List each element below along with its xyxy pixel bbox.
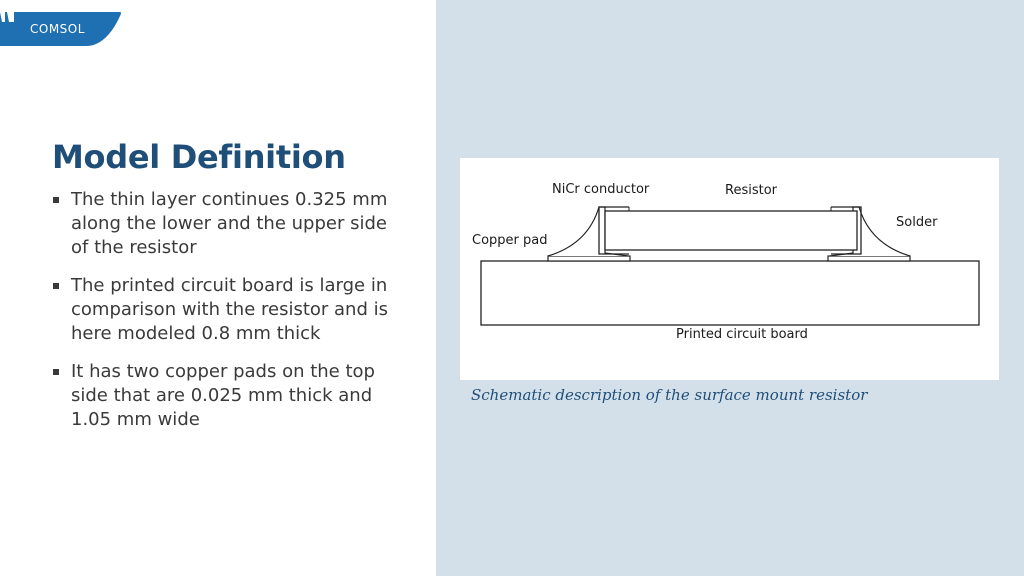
schematic-figure (460, 158, 999, 380)
comsol-logo (0, 12, 122, 46)
square-bullet-icon (53, 197, 59, 203)
label-resistor: Resistor (725, 183, 777, 198)
label-nicr-conductor: NiCr conductor (552, 182, 650, 197)
bullet-item (52, 274, 392, 346)
bullet-item (52, 360, 392, 432)
square-bullet-icon (53, 369, 59, 375)
label-copper-pad: Copper pad (472, 233, 548, 248)
slide-title: Model Definition (52, 138, 346, 176)
comsol-mark-icon (0, 12, 14, 22)
bullet-text: The printed circuit board is large in comparison with the resistor and is here modeled 0.8 mm thick (71, 275, 388, 344)
pcb-shape (481, 261, 979, 325)
bullet-text: The thin layer continues 0.325 mm along the lower and the upper side of the resistor (71, 189, 388, 258)
label-solder: Solder (896, 215, 938, 230)
comsol-wordmark: COMSOL (30, 22, 85, 36)
label-pcb: Printed circuit board (676, 327, 808, 342)
figure-caption: Schematic description of the surface mount resistor (471, 386, 868, 404)
copper-pad-left-shape (548, 256, 630, 261)
bullet-list (52, 188, 392, 446)
resistor-body-shape (605, 211, 857, 250)
square-bullet-icon (53, 283, 59, 289)
copper-pad-right-shape (828, 256, 910, 261)
bullet-item (52, 188, 392, 260)
left-panel (0, 0, 436, 576)
bullet-text: It has two copper pads on the top side that are 0.025 mm thick and 1.05 mm wide (71, 361, 375, 430)
schematic-diagram (460, 158, 999, 380)
